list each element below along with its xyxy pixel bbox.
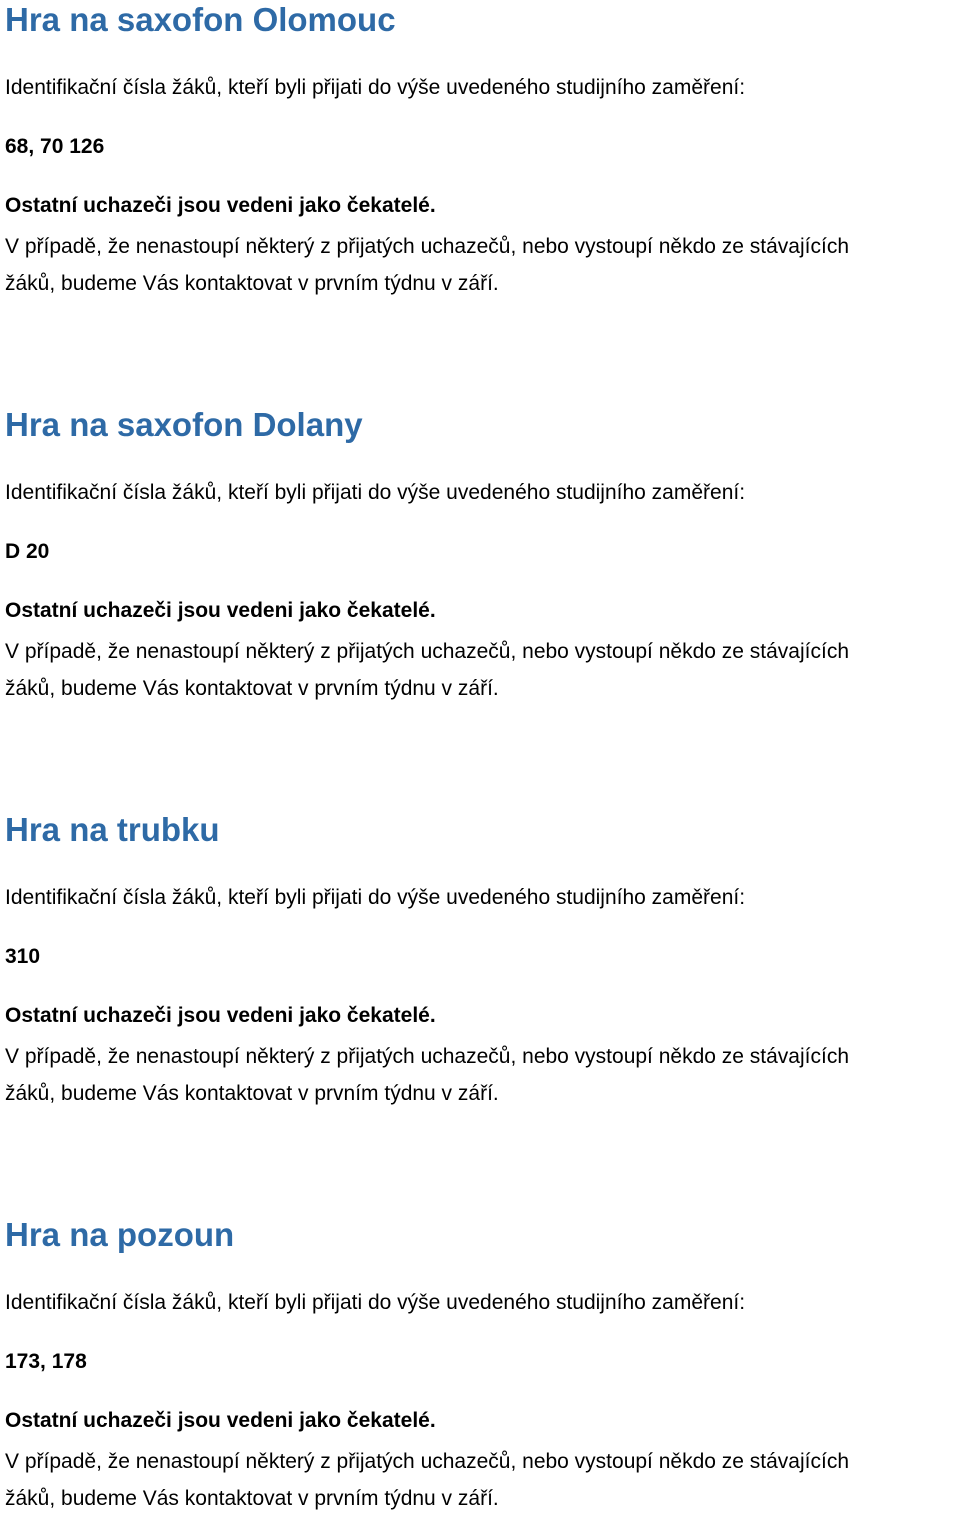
section-intro: Identifikační čísla žáků, kteří byli přijati do výše uvedeného studijního zaměření:	[5, 886, 746, 909]
section-saxofon-olomouc	[0, 0, 960, 300]
waiting-note: Ostatní uchazeči jsou vedeni jako čekatelé.	[5, 1004, 436, 1027]
accepted-ids: 310	[5, 945, 41, 968]
contact-note	[5, 1443, 960, 1517]
section-intro: Identifikační čísla žáků, kteří byli přijati do výše uvedeného studijního zaměření:	[5, 481, 746, 504]
section-title: Hra na saxofon Olomouc	[5, 1, 396, 38]
section-trubka	[0, 810, 960, 1110]
accepted-ids: 173, 178	[5, 1350, 87, 1373]
accepted-ids: 68, 70 126	[5, 135, 105, 158]
waiting-note: Ostatní uchazeči jsou vedeni jako čekatelé.	[5, 194, 436, 217]
contact-note-line: žáků, budeme Vás kontaktovat v prvním týdnu v září.	[5, 677, 499, 700]
waiting-note: Ostatní uchazeči jsou vedeni jako čekatelé.	[5, 1409, 436, 1432]
section-title: Hra na pozoun	[5, 1216, 235, 1253]
section-title: Hra na trubku	[5, 811, 220, 848]
contact-note	[5, 1038, 960, 1112]
contact-note-line: V případě, že nenastoupí některý z přijatých uchazečů, nebo vystoupí někdo ze stávajících	[5, 640, 849, 663]
section-intro: Identifikační čísla žáků, kteří byli přijati do výše uvedeného studijního zaměření:	[5, 76, 746, 99]
section-title: Hra na saxofon Dolany	[5, 406, 363, 443]
contact-note-line: V případě, že nenastoupí některý z přijatých uchazečů, nebo vystoupí někdo ze stávajících	[5, 235, 849, 258]
section-pozoun	[0, 1215, 960, 1515]
accepted-ids: D 20	[5, 540, 50, 563]
contact-note-line: V případě, že nenastoupí některý z přijatých uchazečů, nebo vystoupí někdo ze stávajících	[5, 1450, 849, 1473]
contact-note	[5, 633, 960, 707]
contact-note	[5, 228, 960, 302]
contact-note-line: V případě, že nenastoupí některý z přijatých uchazečů, nebo vystoupí někdo ze stávajících	[5, 1045, 849, 1068]
section-saxofon-dolany	[0, 405, 960, 705]
contact-note-line: žáků, budeme Vás kontaktovat v prvním týdnu v září.	[5, 272, 499, 295]
contact-note-line: žáků, budeme Vás kontaktovat v prvním týdnu v září.	[5, 1487, 499, 1510]
contact-note-line: žáků, budeme Vás kontaktovat v prvním týdnu v září.	[5, 1082, 499, 1105]
waiting-note: Ostatní uchazeči jsou vedeni jako čekatelé.	[5, 599, 436, 622]
section-intro: Identifikační čísla žáků, kteří byli přijati do výše uvedeného studijního zaměření:	[5, 1291, 746, 1314]
